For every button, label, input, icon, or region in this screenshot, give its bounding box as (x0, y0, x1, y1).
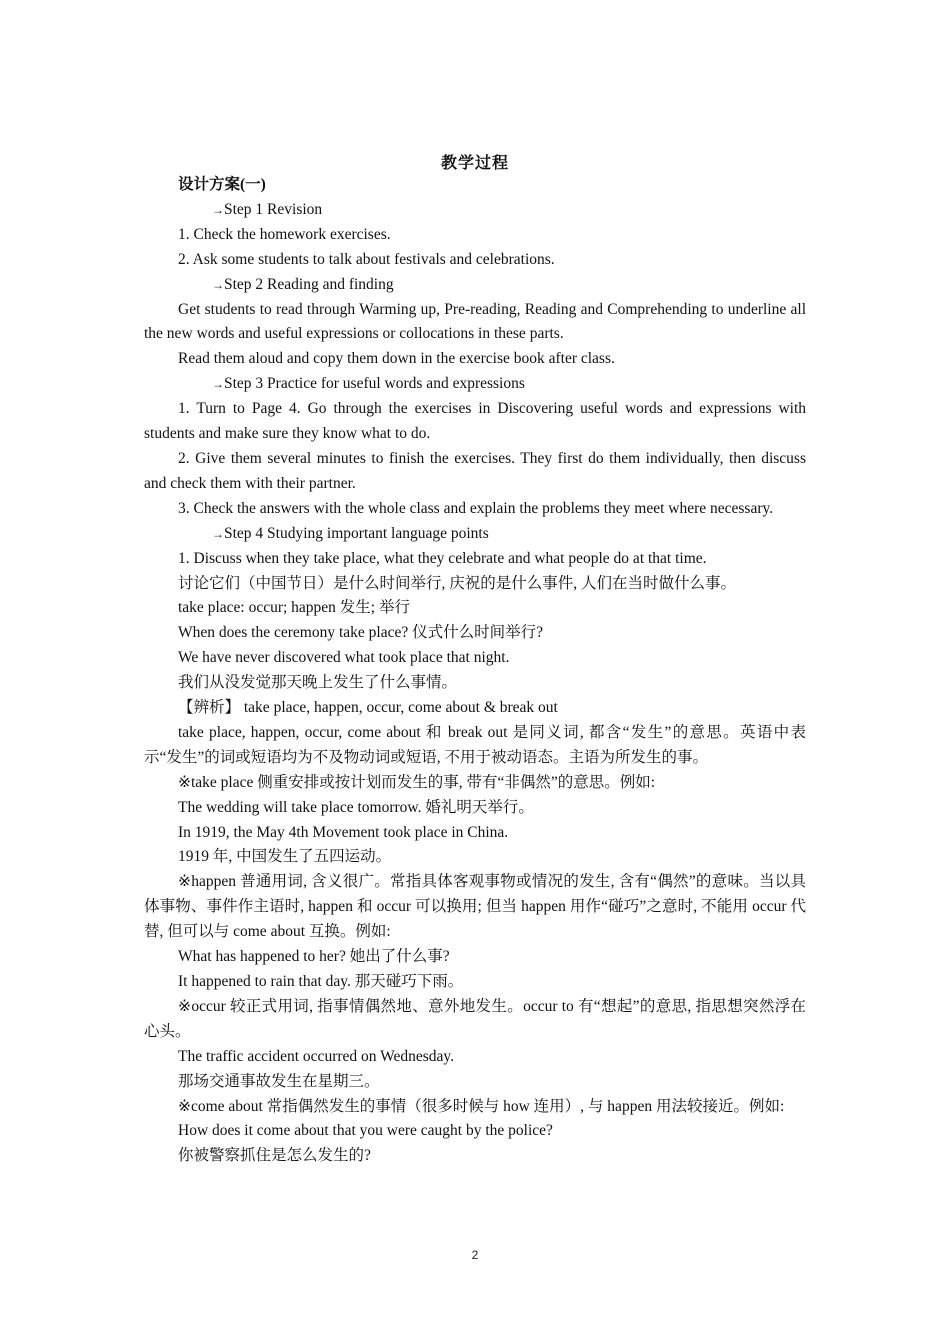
paragraph: It happened to rain that day. 那天碰巧下雨。 (178, 973, 464, 990)
paragraph: In 1919, the May 4th Movement took place in China. (178, 823, 509, 841)
paragraph: 1. Turn to Page 4. Go through the exercises in Discovering useful words and expressions with students and make sure they know what to do. (144, 400, 806, 443)
paragraph: 那场交通事故发生在星期三。 (178, 1072, 380, 1090)
paragraph: take place, happen, occur, come about 和 break out 是同义词, 都含“发生”的意思。英语中表示“发生”的词或短语均为不及物动词或短语, 不用于被动语态。主语为所发生的事。 (144, 723, 806, 766)
paragraph: 1919 年, 中国发生了五四运动。 (178, 848, 392, 866)
arrow-icon: → (212, 526, 224, 541)
step1-label: Step 1 Revision (224, 200, 323, 218)
paragraph: What has happened to her? 她出了什么事? (178, 948, 450, 966)
paragraph: 讨论它们（中国节日）是什么时间举行, 庆祝的是什么事件, 人们在当时做什么事。 (178, 574, 737, 592)
paragraph: 3. Check the answers with the whole class and explain the problems they meet where necessary. (178, 499, 774, 517)
paragraph: 2. Give them several minutes to finish the exercises. They first do them individually, then discuss and check them with their partner. (144, 449, 806, 492)
paragraph: Read them aloud and copy them down in the exercise book after class. (178, 350, 615, 368)
step3-heading (144, 372, 806, 397)
paragraph: The wedding will take place tomorrow. 婚礼明天举行。 (178, 798, 534, 816)
paragraph: ※take place 侧重安排或按计划而发生的事, 带有“非偶然”的意思。例如: (178, 773, 656, 791)
paragraph: 2. Ask some students to talk about festivals and celebrations. (178, 250, 555, 268)
design-heading: 设计方案(一) (178, 176, 266, 193)
paragraph: 你被警察抓住是怎么发生的? (178, 1147, 371, 1165)
arrow-icon: → (212, 277, 224, 292)
arrow-icon: → (212, 377, 224, 392)
page-number: 2 (471, 1248, 479, 1262)
paragraph: ※come about 常指偶然发生的事情（很多时候与 how 连用）, 与 happen 用法较接近。例如: (178, 1097, 785, 1115)
paragraph: 【辨析】 take place, happen, occur, come about & break out (178, 699, 558, 717)
step2-heading (144, 273, 806, 298)
paragraph: 1. Discuss when they take place, what they celebrate and what people do at that time. (178, 549, 707, 567)
paragraph: 我们从没发觉那天晚上发生了什么事情。 (178, 674, 458, 692)
paragraph: We have never discovered what took place that night. (178, 649, 510, 667)
paragraph: 1. Check the homework exercises. (178, 225, 391, 243)
paragraph: Get students to read through Warming up, Pre-reading, Reading and Comprehending to underline all the new words and useful expressions or collocations in these parts. (144, 300, 806, 343)
step1-heading (144, 198, 806, 223)
document-body (144, 173, 806, 1169)
paragraph: ※occur 较正式用词, 指事情偶然地、意外地发生。occur to 有“想起”的意思, 指思想突然浮在心头。 (144, 997, 806, 1040)
arrow-icon: → (212, 202, 224, 217)
step3-label: Step 3 Practice for useful words and expressions (224, 375, 525, 393)
paragraph: When does the ceremony take place? 仪式什么时间举行? (178, 624, 543, 642)
step2-label: Step 2 Reading and finding (224, 275, 394, 293)
step4-label: Step 4 Studying important language points (224, 524, 489, 542)
paragraph: ※happen 普通用词, 含义很广。常指具体客观事物或情况的发生, 含有“偶然”的意味。当以具体事物、事件作主语时, happen 和 occur 可以换用; 但当 happen 用作“碰巧”之意时, 不能用 occur 代替, 但可以与 come about 互换。例如: (144, 873, 806, 941)
page-title: 教学过程 (440, 155, 509, 172)
step4-heading (144, 522, 806, 547)
paragraph: take place: occur; happen 发生; 举行 (178, 599, 410, 617)
paragraph: The traffic accident occurred on Wednesday. (178, 1047, 455, 1065)
paragraph: How does it come about that you were caught by the police? (178, 1122, 553, 1140)
